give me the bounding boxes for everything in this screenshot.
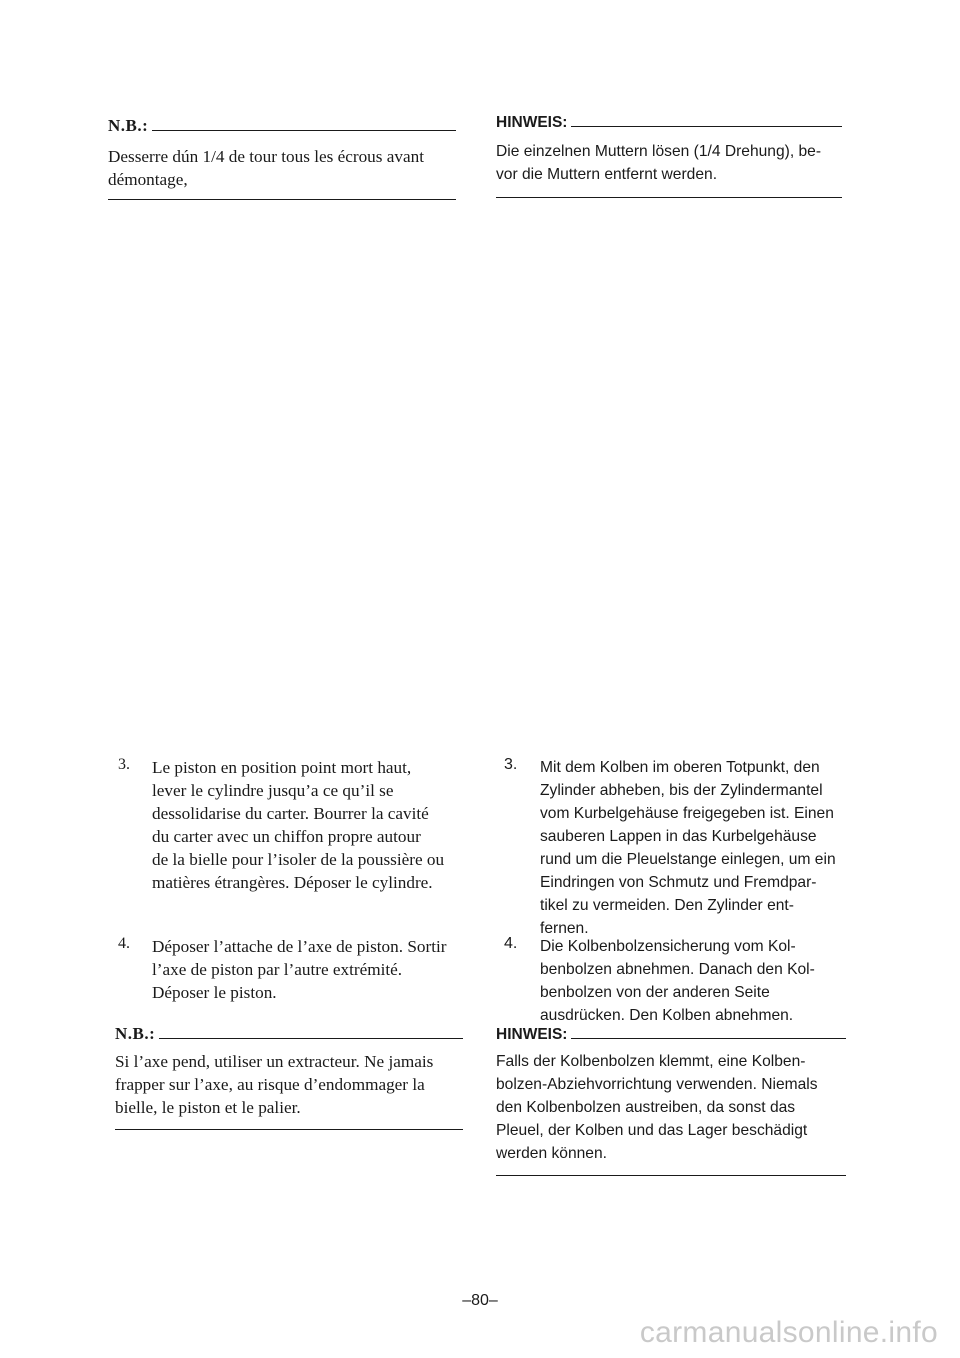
fr-step-4-number: 4. xyxy=(118,935,130,952)
de-step-3-line: vom Kurbelgehäuse freigegeben ist. Einen xyxy=(540,805,834,822)
fr-step-3 xyxy=(118,756,462,894)
de-note-top-header xyxy=(496,114,842,132)
fr-note-bottom-label: N.B.: xyxy=(115,1024,156,1043)
de-step-4-line: Die Kolbenbolzensicherung vom Kol- xyxy=(540,938,796,955)
fr-note-top xyxy=(108,116,456,200)
de-note-bottom-header xyxy=(496,1026,846,1044)
de-note-bottom-line: den Kolbenbolzen austreiben, da sonst das xyxy=(496,1099,796,1116)
de-step-4 xyxy=(504,935,844,1027)
de-step-3-line: sauberen Lappen in das Kurbelgehäuse xyxy=(540,828,817,845)
de-note-top-line: vor die Muttern entfernt werden. xyxy=(496,166,718,183)
fr-step-4-line: Déposer le piston. xyxy=(152,983,277,1002)
de-note-bottom-line: Falls der Kolbenbolzen klemmt, eine Kolben- xyxy=(496,1053,806,1070)
fr-note-top-label: N.B.: xyxy=(108,116,149,135)
de-step-3-line: rund um die Pleuelstange einlegen, um ein xyxy=(540,851,836,868)
de-note-bottom-line: bolzen-Abziehvorrichtung verwenden. Niemals xyxy=(496,1076,818,1093)
fr-step-3-line: dessolidarise du carter. Bourrer la cavité xyxy=(152,804,429,823)
fr-step-4-line: l’axe de piston par l’autre extrémité. xyxy=(152,960,403,979)
fr-step-3-line: de la bielle pour l’isoler de la poussière ou xyxy=(152,850,445,869)
fr-note-top-body xyxy=(108,145,456,191)
de-step-3-number: 3. xyxy=(504,756,518,773)
de-step-3-line: Zylinder abheben, bis der Zylindermantel xyxy=(540,782,823,799)
fr-note-bottom-header xyxy=(115,1024,463,1044)
de-note-top-body xyxy=(496,140,842,186)
fr-note-bottom xyxy=(115,1024,463,1130)
fr-step-3-line: lever le cylindre jusqu’a ce qu’il se xyxy=(152,781,394,800)
fr-note-top-rule xyxy=(152,130,456,131)
page-number: –80– xyxy=(462,1292,498,1309)
de-note-top-rule xyxy=(571,126,842,127)
de-note-bottom-end-rule xyxy=(496,1175,846,1176)
fr-step-3-number: 3. xyxy=(118,756,130,773)
fr-step-4-text xyxy=(152,935,462,1004)
de-step-4-number: 4. xyxy=(504,935,518,952)
fr-note-bottom-rule xyxy=(159,1038,463,1039)
fr-note-bottom-body xyxy=(115,1050,463,1119)
de-note-top-line: Die einzelnen Muttern lösen (1/4 Drehung), be- xyxy=(496,143,822,160)
de-step-3-text xyxy=(540,756,844,940)
fr-step-3-line: Le piston en position point mort haut, xyxy=(152,758,412,777)
fr-step-3-text xyxy=(152,756,462,894)
de-step-3 xyxy=(504,756,844,940)
fr-step-3-line: du carter avec un chiffon propre autour xyxy=(152,827,421,846)
de-note-bottom xyxy=(496,1026,846,1176)
de-step-4-line: ausdrücken. Den Kolben abnehmen. xyxy=(540,1007,794,1024)
de-step-4-line: benbolzen von der anderen Seite xyxy=(540,984,770,1001)
watermark: carmanualsonline.info xyxy=(639,1316,938,1349)
fr-note-bottom-end-rule xyxy=(115,1129,463,1130)
de-note-bottom-label: HINWEIS: xyxy=(496,1026,568,1043)
de-note-bottom-rule xyxy=(571,1038,846,1039)
fr-note-bottom-line: Si l’axe pend, utiliser un extracteur. Ne jamais xyxy=(115,1052,434,1071)
de-note-bottom-line: Pleuel, der Kolben und das Lager beschädigt xyxy=(496,1122,808,1139)
de-note-bottom-line: werden können. xyxy=(496,1145,607,1162)
fr-note-top-end-rule xyxy=(108,199,456,200)
fr-step-4-line: Déposer l’attache de l’axe de piston. Sortir xyxy=(152,937,447,956)
de-note-top xyxy=(496,114,842,198)
fr-note-bottom-line: frapper sur l’axe, au risque d’endommager la xyxy=(115,1075,425,1094)
de-step-4-line: benbolzen abnehmen. Danach den Kol- xyxy=(540,961,815,978)
de-step-3-line: Mit dem Kolben im oberen Totpunkt, den xyxy=(540,759,820,776)
de-step-3-line: Eindringen von Schmutz und Fremdpar- xyxy=(540,874,817,891)
fr-step-4 xyxy=(118,935,462,1004)
fr-note-bottom-line: bielle, le piston et le palier. xyxy=(115,1098,301,1117)
de-note-bottom-body xyxy=(496,1050,846,1165)
fr-note-top-line: Desserre dún 1/4 de tour tous les écrous avant xyxy=(108,147,424,166)
fr-note-top-line: démontage, xyxy=(108,170,188,189)
de-note-top-label: HINWEIS: xyxy=(496,114,568,131)
fr-note-top-header xyxy=(108,116,456,136)
de-step-3-line: fernen. xyxy=(540,920,589,937)
de-step-3-line: tikel zu vermeiden. Den Zylinder ent- xyxy=(540,897,794,914)
fr-step-3-line: matières étrangères. Déposer le cylindre. xyxy=(152,873,433,892)
de-step-4-text xyxy=(540,935,844,1027)
de-note-top-end-rule xyxy=(496,197,842,198)
